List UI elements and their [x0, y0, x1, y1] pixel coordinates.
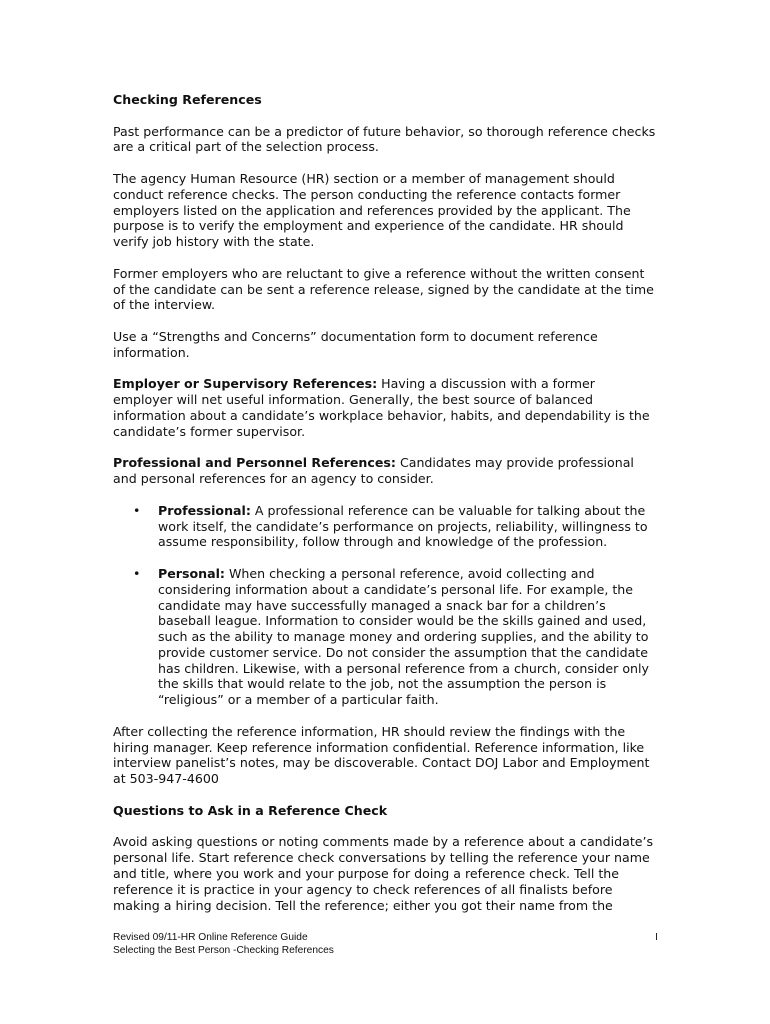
reference-types-list: [113, 503, 658, 708]
page-number: I: [655, 932, 658, 943]
employer-references-lead: Employer or Supervisory References:: [113, 376, 378, 392]
professional-references-lead: Professional and Personnel References:: [113, 455, 396, 471]
bullet-icon: •: [133, 565, 141, 581]
employer-references-paragraph: [113, 376, 658, 439]
list-item-personal: [113, 566, 658, 708]
footer-section: Selecting the Best Person -Checking References: [113, 945, 334, 956]
questions-paragraph: Avoid asking questions or noting comments made by a reference about a candidate’s personal life. Start reference check conversations by telling the reference your name and title, where you work and your purpose for doing a reference check. Tell the reference it is practice in your agency to check references of all finalists before making a hiring decision. Tell the reference; either you got their name from the: [113, 834, 654, 913]
bullet-icon: •: [133, 502, 141, 518]
professional-lead: Professional:: [158, 502, 251, 518]
hr-conduct-paragraph: The agency Human Resource (HR) section or a member of management should conduct reference checks. The person conducting the reference contacts former employers listed on the application and references provided by the applicant. The purpose is to verify the employment and experience of the candidate. HR should verify job history with the state.: [113, 170, 631, 250]
footer-revision: Revised 09/11-HR Online Reference Guide: [113, 932, 308, 943]
professional-references-paragraph: [113, 455, 658, 487]
professional-references-text: Candidates may provide professional and personal references for an agency to consider.: [113, 455, 634, 487]
strengths-concerns-paragraph: Use a “Strengths and Concerns” documentation form to document reference information.: [113, 328, 598, 360]
after-collecting-paragraph: After collecting the reference information, HR should review the findings with the hiring manager. Keep reference information confidential. Reference information, like interview panelist’s notes, may be discoverable. Contact DOJ Labor and Employment at 503-947-4600: [113, 723, 650, 787]
list-item-professional: [113, 503, 658, 550]
questions-heading: Questions to Ask in a Reference Check: [113, 802, 388, 818]
professional-text: A professional reference can be valuable for talking about the work itself, the candidate’s performance on projects, reliability, willingness to assume responsibility, follow through and knowledge of the profession.: [158, 502, 648, 550]
document-body: [113, 92, 658, 929]
personal-lead: Personal:: [158, 565, 225, 581]
section-heading: Checking References: [113, 92, 262, 107]
reference-release-paragraph: Former employers who are reluctant to give a reference without the written consent of the candidate can be sent a reference release, signed by the candidate at the time of the interview.: [113, 265, 654, 313]
intro-paragraph: Past performance can be a predictor of future behavior, so thorough reference checks are a critical part of the selection process.: [113, 123, 656, 155]
personal-text: When checking a personal reference, avoid collecting and considering information about a candidate’s personal life. For example, the candidate may have successfully managed a snack bar for a children’s baseball league. Information to consider would be the skills gained and used, such as the ability to manage money and ordering supplies, and the ability to provide customer service. Do not consider the assumption that the candidate has children. Likewise, with a personal reference from a church, consider only the skills that would relate to the job, not the assumption the person is “religious” or a member of a particular faith.: [158, 565, 649, 708]
page-footer: [113, 931, 658, 957]
employer-references-text: Having a discussion with a former employer will net useful information. Generally, the best source of balanced information about a candidate’s workplace behavior, habits, and dependability is the candidate’s former supervisor.: [113, 376, 650, 439]
